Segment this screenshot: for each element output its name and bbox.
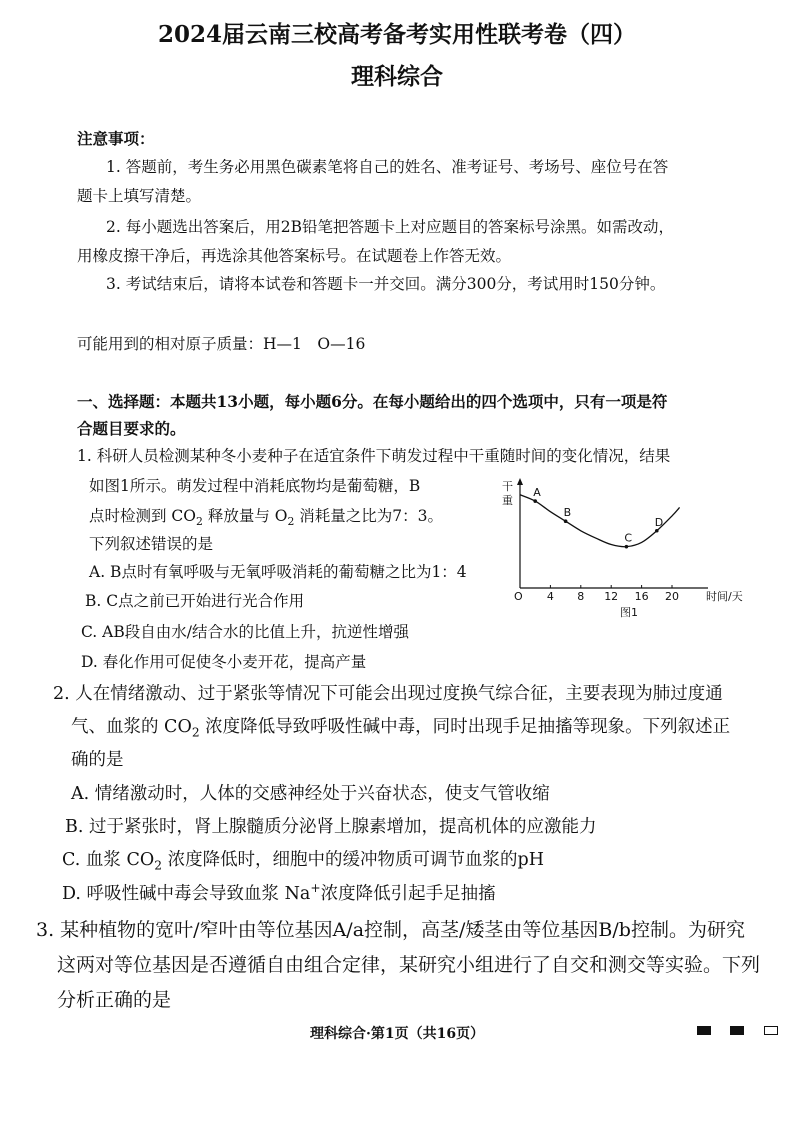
point-label-c: C (624, 531, 633, 545)
q3-stem-line2: 这两对等位基因是否遵循自由组合定律，某研究小组进行了自交和测交等实验。下列 (57, 954, 761, 976)
q2-option-d: D. 呼吸性碱中毒会导致血浆 Na+浓度降低引起手足抽搐 (62, 881, 496, 904)
point-label-b: B (563, 506, 572, 520)
q1-stem-line2: 如图1所示。萌发过程中消耗底物均是葡萄糖，B (89, 477, 421, 495)
point-label-d: D (654, 515, 664, 529)
notice-heading: 注意事项： (77, 129, 155, 148)
x-tick-label: 16 (634, 590, 649, 603)
notice-item-1-cont: 题卡上填写清楚。 (77, 187, 202, 205)
section-heading: 一、选择题：本题共13小题，每小题6分。在每小题给出的四个选项中，只有一项是符 (77, 392, 668, 411)
x-tick-label: 12 (604, 590, 619, 603)
y-axis-label-2: 重 (502, 494, 513, 507)
q1-stem-line3: 点时检测到 $CO_2$ 释放量与 $O_2$ 消耗量之比为7：3。 (89, 507, 444, 529)
notice-item-1: 1. 答题前，考生务必用黑色碳素笔将自己的姓名、准考证号、考场号、座位号在答 (106, 158, 669, 176)
q1-stem-line4: 下列叙述错误的是 (89, 535, 214, 553)
q1-stem-line1: 1. 科研人员检测某种冬小麦种子在适宜条件下萌发过程中干重随时间的变化情况，结果 (77, 447, 671, 465)
q2-stem-line1: 2. 人在情绪激动、过于紧张等情况下可能会出现过度换气综合征，主要表现为肺过度通 (53, 684, 723, 704)
q1-option-a: A. B点时有氧呼吸与无氧呼吸消耗的葡萄糖之比为1：4 (89, 563, 467, 581)
page-subtitle: 理科综合 (351, 63, 443, 90)
atomic-mass-note: 可能用到的相对原子质量：H—1 O—16 (77, 335, 366, 353)
q3-stem-line1: 3. 某种植物的宽叶/窄叶由等位基因A/a控制，高茎/矮茎由等位基因B/b控制。为研究 (36, 919, 745, 941)
q1-option-b: B. C点之前已开始进行光合作用 (85, 592, 305, 610)
q1-option-d: D. 春化作用可促使冬小麦开花，提高产量 (81, 653, 367, 671)
q2-stem-line3: 确的是 (71, 750, 124, 770)
q2-option-b: B. 过于紧张时，肾上腺髓质分泌肾上腺素增加，提高机体的应激能力 (65, 817, 597, 837)
q2-stem-line2: 气、血浆的 $CO_2$ 浓度降低导致呼吸性碱中毒，同时出现手足抽搐等现象。下列叙述正 (71, 717, 731, 740)
print-mark-empty (764, 1026, 778, 1035)
print-mark-filled-2 (730, 1026, 744, 1035)
x-tick-label: 8 (577, 590, 585, 603)
q2-option-a: A. 情绪激动时，人体的交感神经处于兴奋状态，使支气管收缩 (71, 784, 550, 804)
q1-option-c: C. AB段自由水/结合水的比值上升，抗逆性增强 (81, 623, 409, 641)
notice-item-2-cont: 用橡皮擦干净后，再选涂其他答案标号。在试题卷上作答无效。 (77, 247, 512, 265)
page-title: 2024届云南三校高考备考实用性联考卷（四） (157, 21, 636, 48)
page-footer: 理科综合·第1页（共16页） (310, 1026, 485, 1042)
figure-caption: 图1 (620, 606, 638, 619)
point-d (655, 529, 659, 533)
y-axis-arrow (517, 478, 523, 485)
point-c (625, 545, 629, 549)
q2-option-c: C. 血浆 $CO_2$ 浓度降低时，细胞中的缓冲物质可调节血浆的pH (62, 850, 545, 873)
section-heading-cont: 合题目要求的。 (77, 419, 186, 438)
point-b (564, 519, 568, 523)
x-tick-label: 4 (546, 590, 554, 603)
origin-label: O (514, 590, 523, 603)
notice-item-2: 2. 每小题选出答案后，用2B铅笔把答题卡上对应题目的答案标号涂黑。如需改动， (106, 218, 674, 236)
x-axis-label: 时间/天 (706, 590, 743, 603)
notice-item-3: 3. 考试结束后，请将本试卷和答题卡一并交回。满分300分，考试用时150分钟。 (106, 275, 666, 293)
q3-stem-line3: 分析正确的是 (57, 989, 172, 1011)
figure-1-chart (500, 470, 770, 630)
point-a (533, 499, 537, 503)
print-mark-filled-1 (697, 1026, 711, 1035)
point-label-a: A (533, 486, 541, 500)
x-tick-label: 20 (665, 590, 679, 603)
y-axis-label-1: 干 (502, 480, 513, 493)
